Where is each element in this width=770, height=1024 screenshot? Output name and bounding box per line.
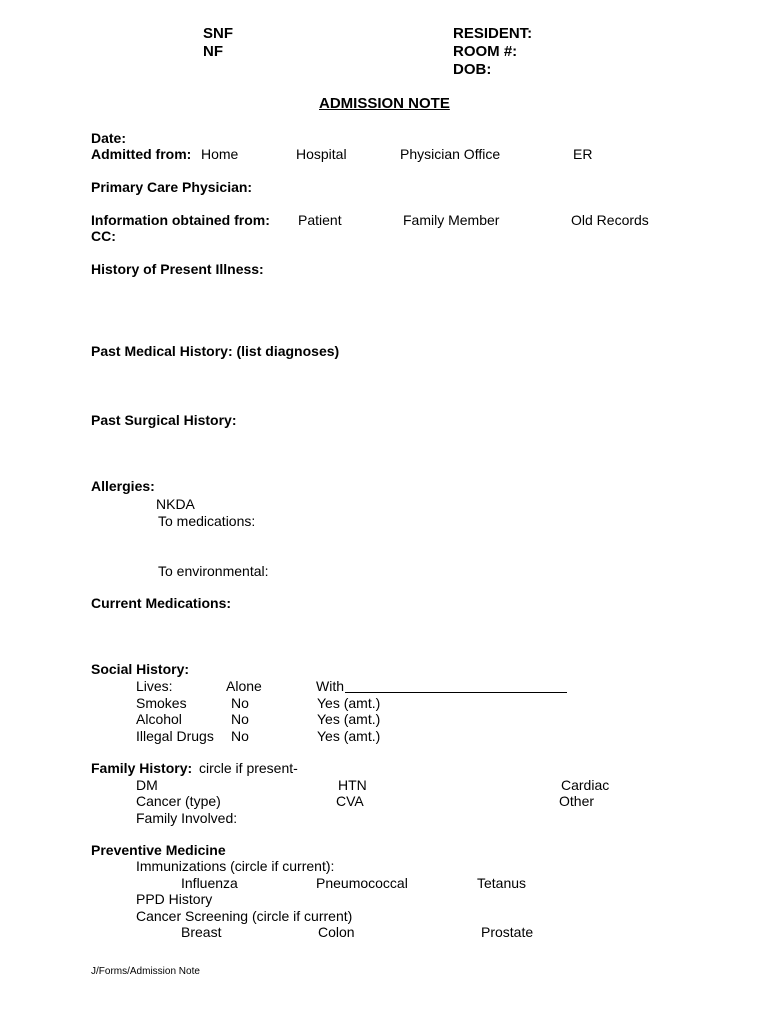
family-htn[interactable]: HTN xyxy=(338,777,367,793)
dob-label: DOB: xyxy=(453,61,492,78)
info-obtained-label: Information obtained from: xyxy=(91,212,270,228)
pmh-label: Past Medical History: (list diagnoses) xyxy=(91,343,340,359)
hpi-label: History of Present Illness: xyxy=(91,261,264,277)
preventive-medicine-label: Preventive Medicine xyxy=(91,842,226,858)
social-lives-with[interactable]: With xyxy=(316,678,344,694)
social-alcohol-label: Alcohol xyxy=(136,711,182,727)
social-smokes-no[interactable]: No xyxy=(231,695,249,711)
pcp-label: Primary Care Physician: xyxy=(91,179,253,195)
family-cancer[interactable]: Cancer (type) xyxy=(136,793,221,809)
family-cva[interactable]: CVA xyxy=(336,793,364,809)
form-footer: J/Forms/Admission Note xyxy=(91,966,200,977)
family-involved-label: Family Involved: xyxy=(136,810,238,826)
family-dm[interactable]: DM xyxy=(136,777,158,793)
screening-breast[interactable]: Breast xyxy=(181,924,222,940)
admitted-from-label: Admitted from: xyxy=(91,146,192,162)
social-smokes-label: Smokes xyxy=(136,695,187,711)
info-option-old-records[interactable]: Old Records xyxy=(571,212,649,228)
allergies-environmental-label: To environmental: xyxy=(158,563,269,579)
allergies-label: Allergies: xyxy=(91,478,155,494)
allergies-nkda[interactable]: NKDA xyxy=(156,496,195,512)
social-drugs-yes[interactable]: Yes (amt.) xyxy=(317,728,381,744)
social-lives-label: Lives: xyxy=(136,678,173,694)
current-medications-label: Current Medications: xyxy=(91,595,232,611)
psh-label: Past Surgical History: xyxy=(91,412,237,428)
admitted-option-home[interactable]: Home xyxy=(201,146,239,162)
social-alcohol-no[interactable]: No xyxy=(231,711,249,727)
immunization-tetanus[interactable]: Tetanus xyxy=(477,875,527,891)
cc-label: CC: xyxy=(91,228,116,244)
social-drugs-label: Illegal Drugs xyxy=(136,728,214,744)
lives-with-blank-line[interactable] xyxy=(345,692,567,693)
family-other[interactable]: Other xyxy=(559,793,595,809)
admitted-option-er[interactable]: ER xyxy=(573,146,593,162)
immunizations-label: Immunizations (circle if current): xyxy=(136,858,335,874)
info-option-family-member[interactable]: Family Member xyxy=(403,212,500,228)
room-label: ROOM #: xyxy=(453,43,518,60)
ppd-history-label: PPD History xyxy=(136,891,213,907)
screening-colon[interactable]: Colon xyxy=(318,924,355,940)
immunization-influenza[interactable]: Influenza xyxy=(181,875,238,891)
family-history-note: circle if present- xyxy=(199,760,298,776)
social-lives-alone[interactable]: Alone xyxy=(226,678,262,694)
family-history-label: Family History: xyxy=(91,760,193,776)
allergies-medications-label: To medications: xyxy=(158,513,256,529)
resident-label: RESIDENT: xyxy=(453,25,533,42)
immunization-pneumococcal[interactable]: Pneumococcal xyxy=(316,875,408,891)
facility-type-snf: SNF xyxy=(203,25,233,42)
family-cardiac[interactable]: Cardiac xyxy=(561,777,610,793)
admitted-option-physician-office[interactable]: Physician Office xyxy=(400,146,501,162)
social-history-label: Social History: xyxy=(91,661,190,677)
admitted-option-hospital[interactable]: Hospital xyxy=(296,146,347,162)
social-smokes-yes[interactable]: Yes (amt.) xyxy=(317,695,381,711)
cancer-screening-label: Cancer Screening (circle if current) xyxy=(136,908,353,924)
screening-prostate[interactable]: Prostate xyxy=(481,924,534,940)
facility-type-nf: NF xyxy=(203,43,223,60)
info-option-patient[interactable]: Patient xyxy=(298,212,342,228)
social-drugs-no[interactable]: No xyxy=(231,728,249,744)
page-title: ADMISSION NOTE xyxy=(319,95,450,112)
social-alcohol-yes[interactable]: Yes (amt.) xyxy=(317,711,381,727)
date-label: Date: xyxy=(91,130,127,146)
